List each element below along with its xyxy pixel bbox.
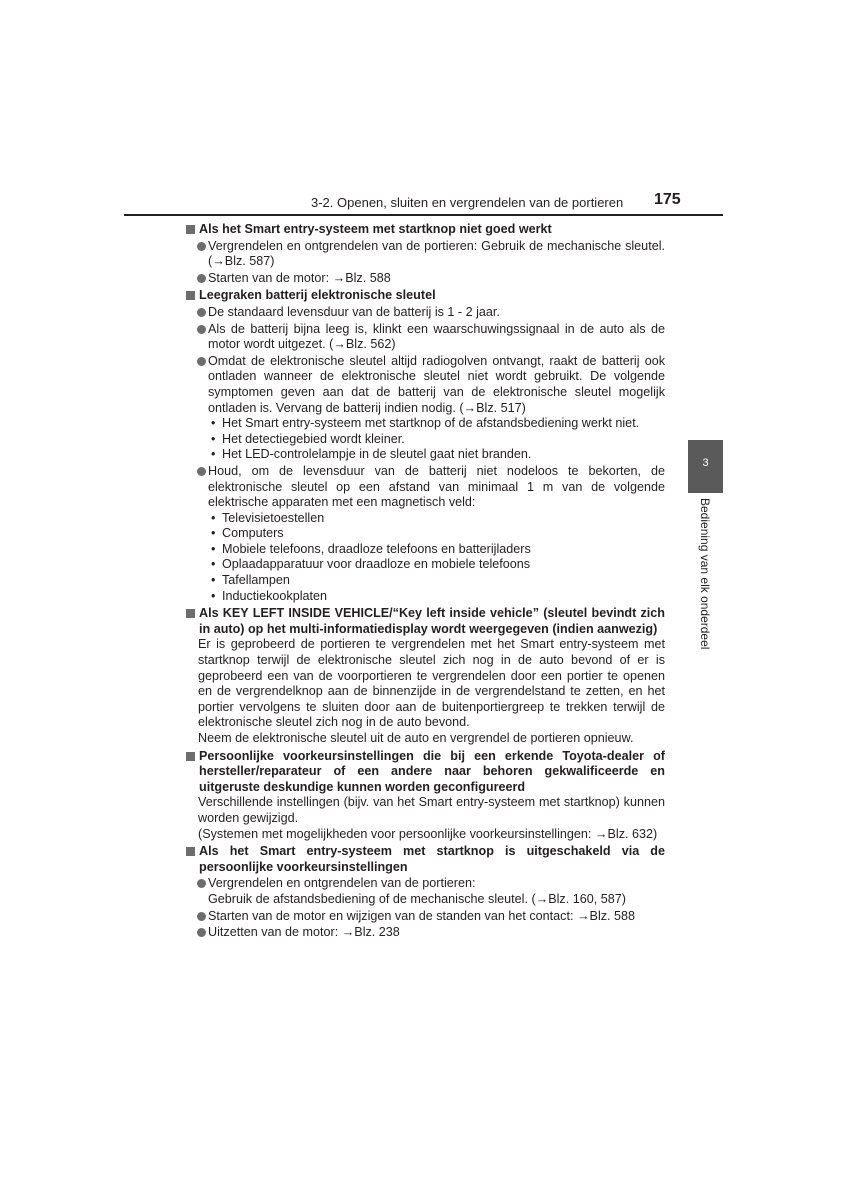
list-item-text: Starten van de motor en wijzigen van de standen van het contact: →Blz. 588	[208, 908, 636, 923]
paragraph: Er is geprobeerd de portieren te vergrendelen met het Smart entry-systeem met startknop terwijl de elektronische sleutel zich nog in de auto bevond of er is geprobeerd een van de voorportieren te vergrendelen door een portier te openen en de vergrendelknop aan de binnenzijde in de vergrendelstand te zetten, en het portier vervolgens te sluiten door aan de buitenportiergreep te trekken terwijl de elektronische sleutel zich nog in de auto bevond.	[198, 637, 665, 730]
section-heading-text: Als het Smart entry-systeem met startknop is uitgeschakeld via de persoonlijke voorkeursinstellingen	[199, 844, 665, 874]
page-number: 175	[654, 191, 681, 208]
page-content	[185, 222, 665, 943]
sub-list-item-text: Het detectiegebied wordt kleiner.	[222, 431, 405, 446]
sub-list-item: • Oplaadapparatuur voor draadloze en mobiele telefoons	[211, 557, 531, 572]
sub-list-item: • Mobiele telefoons, draadloze telefoons en batterijladers	[211, 541, 531, 556]
list-item-text: Omdat de elektronische sleutel altijd radiogolven ontvangt, raakt de batterij ook ontladen wanneer de elektronische sleutel niet wordt gebruikt. De volgende symptomen geven aan dat de batterij van de elektronische sleutel mogelijk ontladen is. Vervang de batterij indien nodig. (→Blz. 517)	[208, 353, 665, 415]
list-item	[185, 271, 665, 287]
list-item-text: Als de batterij bijna leeg is, klinkt een waarschuwingssignaal in de auto als de motor wordt uitgezet. (→Blz. 562)	[208, 321, 665, 352]
sub-list-item: • Televisietoestellen	[211, 510, 325, 525]
square-bullet-icon	[186, 847, 195, 856]
sub-list-item-text: Het LED-controlelampje in de sleutel gaat niet branden.	[222, 447, 532, 462]
chapter-tab	[688, 440, 723, 493]
list-item	[185, 464, 665, 511]
sub-list-item-text: Televisietoestellen	[222, 510, 325, 525]
header-rule	[124, 214, 723, 216]
section-heading-text: Als het Smart entry-systeem met startknop niet goed werkt	[199, 222, 552, 236]
paragraph: Neem de elektronische sleutel uit de auto en vergrendel de portieren opnieuw.	[198, 731, 634, 745]
sub-list-item: • Inductiekookplaten	[211, 588, 328, 603]
list-item	[185, 322, 665, 353]
list-item-text: Starten van de motor: →Blz. 588	[208, 270, 391, 285]
square-bullet-icon	[186, 291, 195, 300]
paragraph: (Systemen met mogelijkheden voor persoonlijke voorkeursinstellingen: →Blz. 632)	[198, 826, 658, 841]
list-item	[185, 909, 665, 925]
section-key-left-inside	[185, 606, 665, 746]
list-item	[185, 925, 665, 941]
square-bullet-icon	[186, 752, 195, 761]
square-bullet-icon	[186, 609, 195, 618]
section-heading	[185, 222, 665, 238]
circle-bullet-icon	[197, 325, 206, 334]
sub-list-item-text: Tafellampen	[222, 573, 290, 588]
sub-list-item-text: Het Smart entry-systeem met startknop of de afstandsbediening werkt niet.	[222, 416, 640, 431]
list-item-line: Vergrendelen en ontgrendelen van de portieren:	[208, 876, 476, 891]
sub-list-item-text: Computers	[222, 526, 284, 541]
list-item-text: Houd, om de levensduur van de batterij niet nodeloos te bekorten, de elektronische sleutel op een afstand van minimaal 1 m van de volgende elektrische apparaten met een magnetisch veld:	[208, 463, 665, 510]
sub-list-item: • Het LED-controlelampje in de sleutel gaat niet branden.	[211, 447, 532, 462]
section-battery-depletion	[185, 288, 665, 604]
circle-bullet-icon	[197, 928, 206, 937]
list-item	[185, 876, 665, 907]
section-heading	[185, 288, 665, 304]
circle-bullet-icon	[197, 274, 206, 283]
circle-bullet-icon	[197, 357, 206, 366]
sub-list-item: • Computers	[211, 526, 284, 541]
list-item	[185, 354, 665, 416]
section-smart-entry-malfunction	[185, 222, 665, 286]
section-heading	[185, 844, 665, 875]
circle-bullet-icon	[197, 879, 206, 888]
section-heading-text: Als KEY LEFT INSIDE VEHICLE/“Key left inside vehicle” (sleutel bevindt zich in auto) op het multi-informatiedisplay wordt weergegeven (indien aanwezig)	[199, 606, 665, 636]
list-item-text: Uitzetten van de motor: →Blz. 238	[208, 925, 400, 940]
square-bullet-icon	[186, 225, 195, 234]
list-item	[185, 239, 665, 270]
circle-bullet-icon	[197, 912, 206, 921]
header-title: 3-2. Openen, sluiten en vergrendelen van de portieren	[311, 195, 624, 210]
section-heading-text: Leegraken batterij elektronische sleutel	[199, 288, 436, 303]
list-item-text	[208, 876, 665, 907]
circle-bullet-icon	[197, 308, 206, 317]
section-personal-settings	[185, 749, 665, 843]
chapter-label: Bediening van elk onderdeel	[698, 498, 712, 650]
section-heading	[185, 606, 665, 637]
section-heading	[185, 749, 665, 796]
sub-list-item: • Tafellampen	[211, 573, 290, 588]
sub-list-item-text: Inductiekookplaten	[222, 588, 328, 603]
sub-list-item-text: Mobiele telefoons, draadloze telefoons en batterijladers	[222, 541, 531, 556]
list-item-text: De standaard levensduur van de batterij is 1 - 2 jaar.	[208, 304, 500, 319]
sub-list-item: • Het Smart entry-systeem met startknop of de afstandsbediening werkt niet.	[211, 416, 640, 431]
paragraph: Verschillende instellingen (bijv. van het Smart entry-systeem met startknop) kunnen worden gewijzigd.	[198, 795, 665, 825]
circle-bullet-icon	[197, 467, 206, 476]
chapter-number: 3	[702, 457, 709, 469]
list-item-line: Gebruik de afstandsbediening of de mechanische sleutel. (→Blz. 160, 587)	[208, 891, 626, 906]
list-item-text: Vergrendelen en ontgrendelen van de portieren: Gebruik de mechanische sleutel. (→Blz. 587)	[208, 238, 665, 269]
sub-list-item: • Het detectiegebied wordt kleiner.	[211, 431, 405, 446]
section-smart-entry-disabled	[185, 844, 665, 941]
list-item	[185, 305, 665, 321]
sub-list-item-text: Oplaadapparatuur voor draadloze en mobiele telefoons	[222, 557, 531, 572]
section-heading-text: Persoonlijke voorkeursinstellingen die bij een erkende Toyota-dealer of hersteller/reparateur of een andere naar behoren gekwalificeerde en uitgeruste deskundige kunnen worden geconfigureerd	[199, 748, 665, 794]
circle-bullet-icon	[197, 242, 206, 251]
